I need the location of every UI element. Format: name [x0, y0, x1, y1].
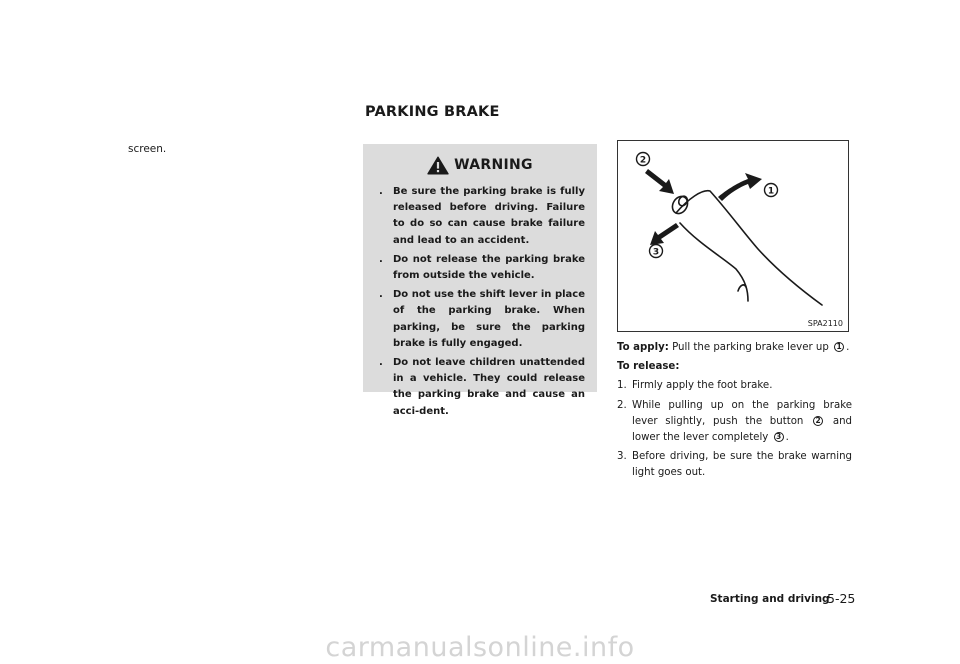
warning-item — [379, 252, 585, 284]
warning-item — [379, 355, 585, 420]
apply-text: Pull the parking brake lever up — [672, 342, 829, 353]
bullet: . — [379, 289, 383, 301]
arrow-push-button — [645, 169, 674, 194]
step-number: 2. — [617, 399, 627, 411]
warning-box — [363, 144, 597, 417]
callout-2-label: 2 — [639, 155, 647, 166]
warning-item — [379, 184, 585, 249]
warning-item-text: Be sure the parking brake is fully released before driving. Failure to do so can cause brake failure and lead to an accident. — [393, 186, 585, 246]
warning-list — [379, 184, 585, 423]
step-item — [617, 398, 852, 447]
bullet: . — [379, 357, 383, 369]
warning-item-text: Do not release the parking brake from outside the vehicle. — [393, 253, 585, 282]
apply-label: To apply: — [617, 342, 669, 353]
parking-brake-lever-illustration — [618, 141, 848, 319]
watermark: carmanualsonline.info — [325, 632, 635, 663]
bullet: . — [379, 253, 383, 265]
step-text-end: . — [785, 432, 789, 444]
step-item — [617, 449, 852, 481]
apply-paragraph — [617, 340, 852, 356]
arrow-pull-up — [718, 173, 762, 201]
step-text: Firmly apply the foot brake. — [632, 380, 773, 392]
instructions — [617, 340, 852, 485]
warning-item — [379, 287, 585, 352]
warning-header — [363, 152, 597, 178]
figure-code: SPA2110 — [807, 319, 843, 328]
step-item — [617, 378, 852, 394]
step-text: Before driving, be sure the brake warning light goes out. — [632, 451, 852, 479]
bullet: . — [379, 186, 383, 197]
callout-2-ref: 2 — [813, 416, 823, 426]
footer-page-number: 5-25 — [827, 591, 856, 606]
footer-section-name: Starting and driving — [710, 593, 830, 605]
arrow-lower — [650, 223, 679, 245]
warning-item-text: Do not use the shift lever in place of the parking brake. When parking, be sure the parking brake is fully engaged. — [393, 289, 585, 349]
step-number: 1. — [617, 380, 627, 392]
warning-item-text: Do not leave children unattended in a vehicle. They could release the parking brake and cause an acci-dent. — [393, 357, 585, 417]
step-text: While pulling up on the parking brake lever slightly, push the button — [632, 399, 852, 427]
release-heading — [617, 359, 852, 375]
callout-3-ref: 3 — [774, 432, 784, 442]
warning-triangle-icon — [427, 156, 449, 175]
warning-title: WARNING — [454, 157, 533, 173]
step-text-mid: and lower the lever completely — [632, 415, 853, 444]
callout-1-ref: 1 — [834, 342, 844, 352]
callout-3-label: 3 — [652, 247, 660, 258]
release-label: To release: — [617, 361, 680, 373]
continued-text: screen. — [128, 143, 167, 155]
section-title: PARKING BRAKE — [365, 104, 500, 120]
apply-text-end: . — [846, 342, 850, 353]
callout-1-label: 1 — [767, 186, 775, 197]
step-number: 3. — [617, 451, 627, 463]
parking-brake-figure — [617, 140, 849, 332]
